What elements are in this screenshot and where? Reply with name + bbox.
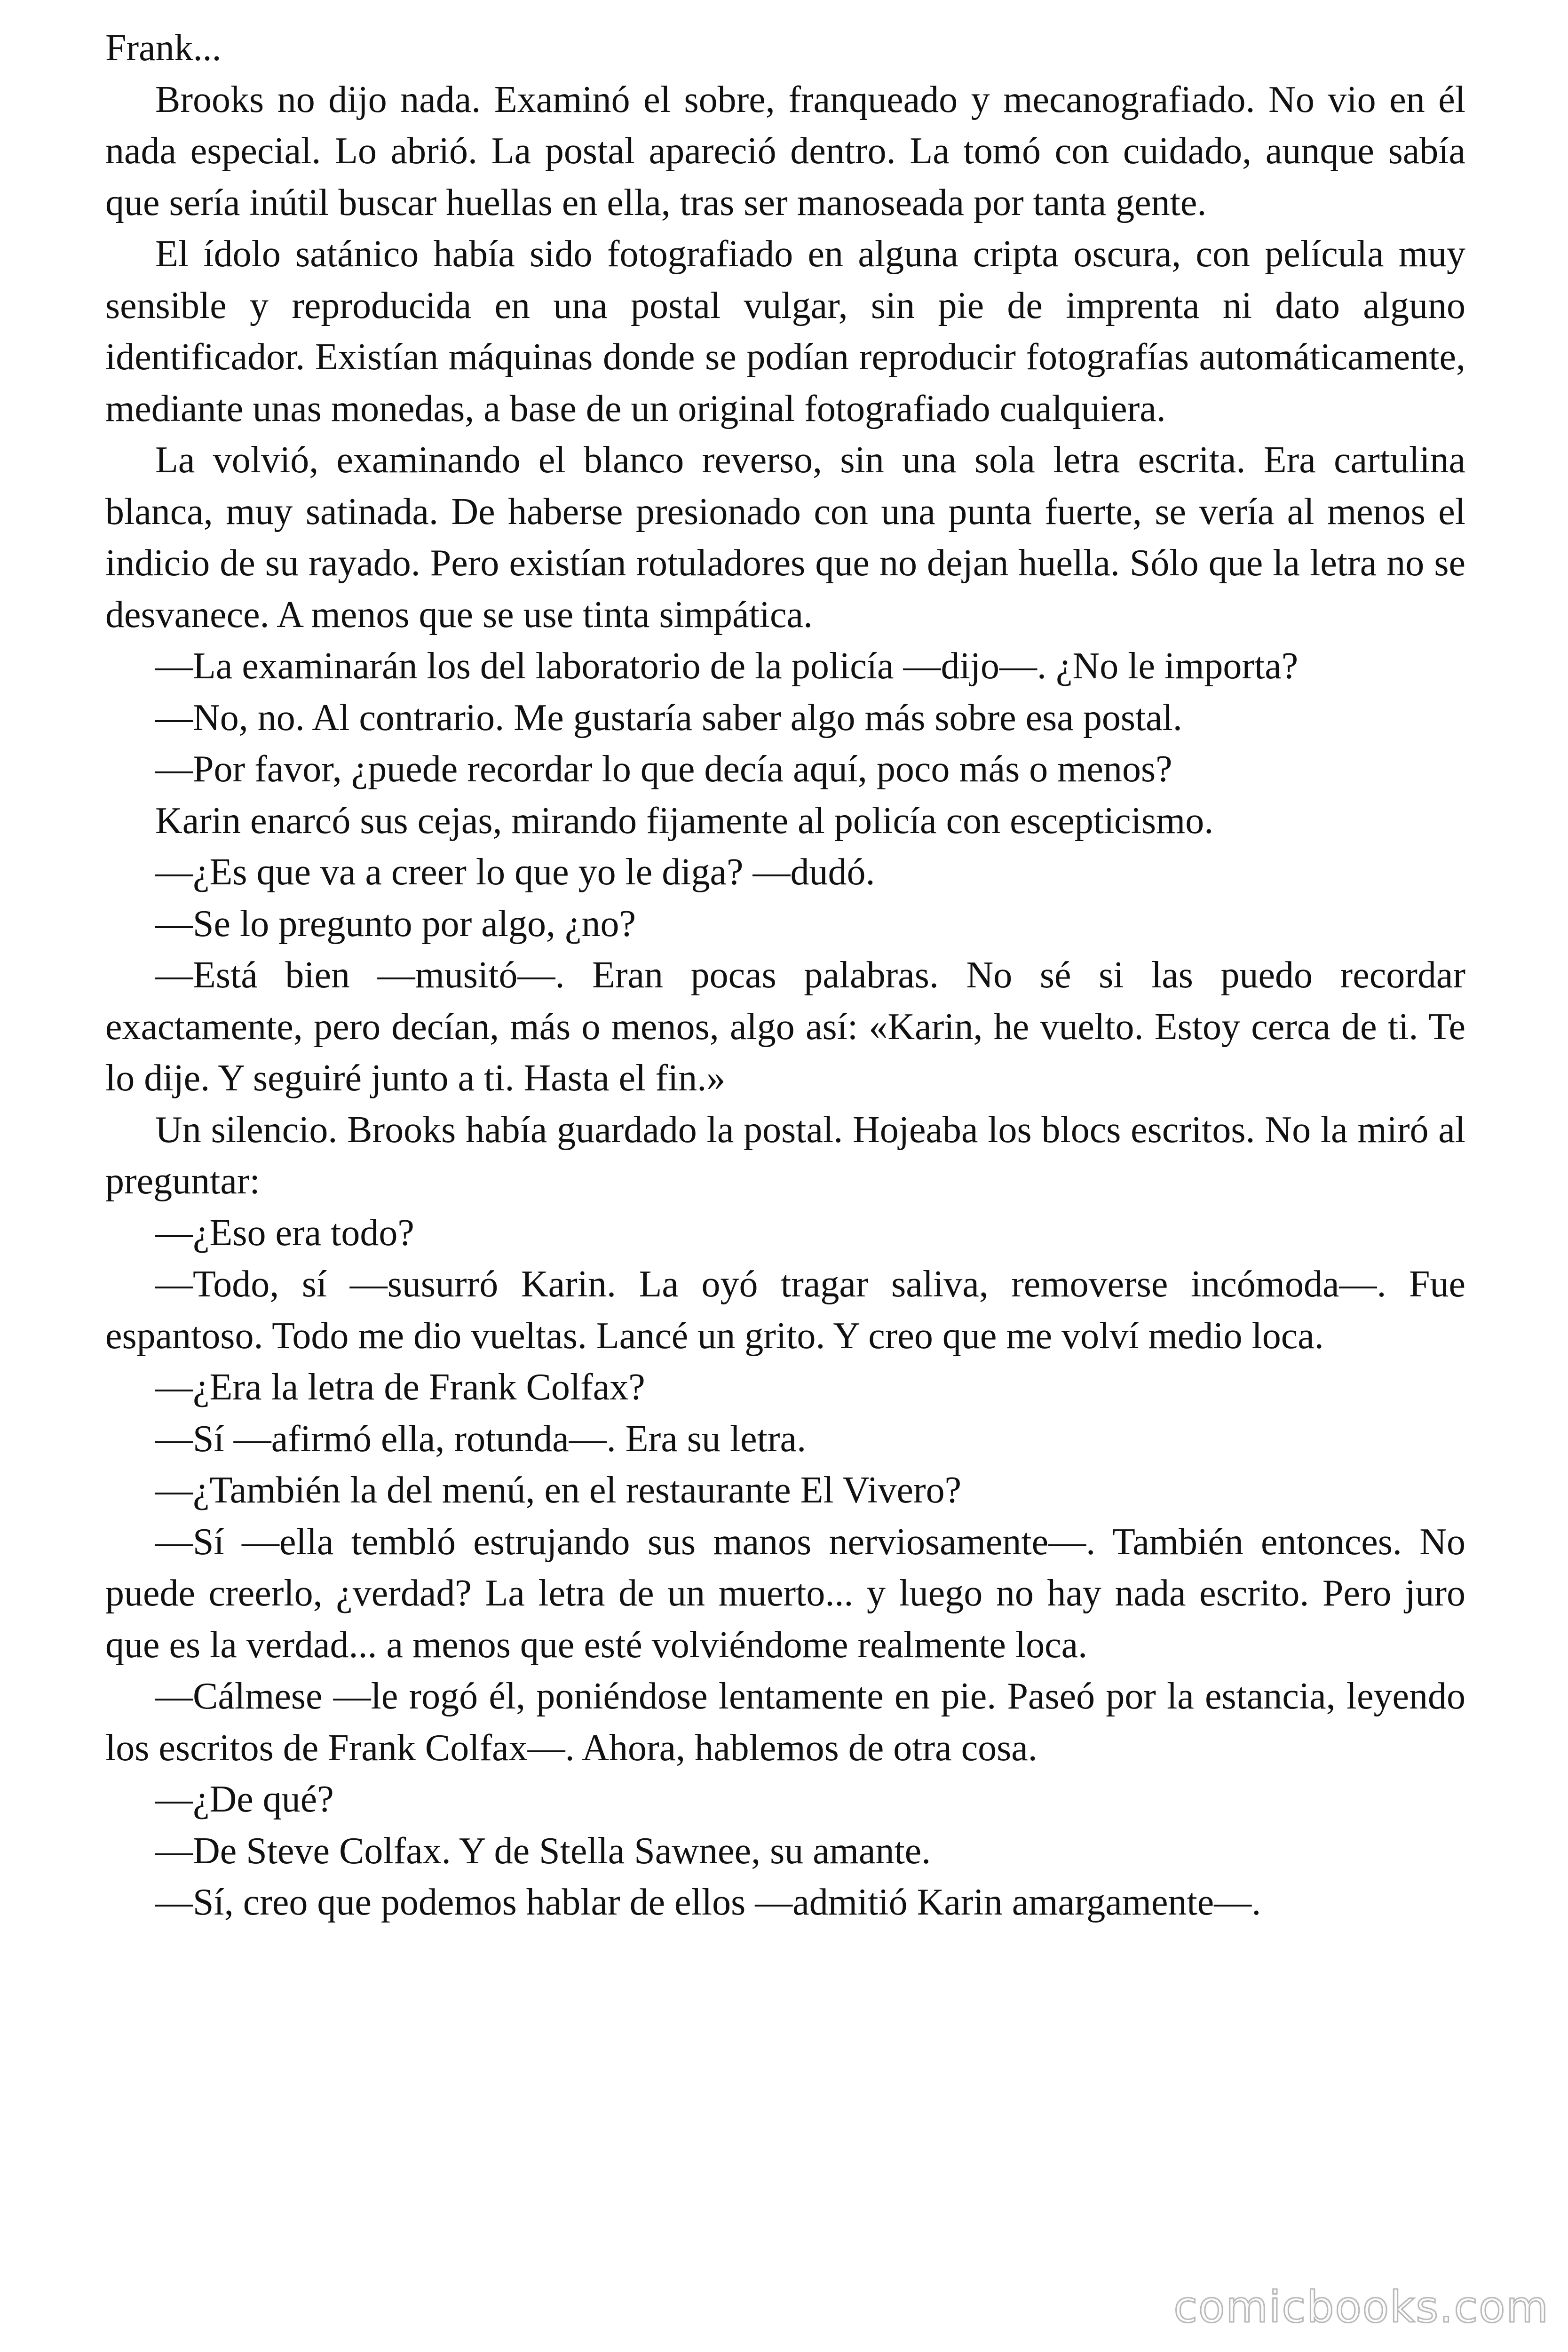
- paragraph: Karin enarcó sus cejas, mirando fijamente al policía con escepticismo.: [155, 800, 1214, 842]
- paragraph: —Sí —ella tembló estrujando sus manos nerviosamente—. También entonces. No puede creerlo, ¿verdad? La letra de un muerto... y luego no hay nada escrito. Pero juro que es la verdad... a menos que esté volviéndome realmente loca.: [105, 1521, 1465, 1666]
- paragraph: La volvió, examinando el blanco reverso, sin una sola letra escrita. Era cartulina blanca, muy satinada. De haberse presionado con una punta fuerte, se vería al menos el indicio de su rayado. Pero existían rotuladores que no dejan huella. Sólo que la letra no se desvanece. A menos que se use tinta simpática.: [105, 439, 1465, 636]
- paragraph: —No, no. Al contrario. Me gustaría saber algo más sobre esa postal.: [155, 697, 1182, 739]
- paragraph: —Por favor, ¿puede recordar lo que decía aquí, poco más o menos?: [155, 748, 1172, 790]
- paragraph: —¿Eso era todo?: [155, 1212, 414, 1254]
- paragraph: —Sí, creo que podemos hablar de ellos —admitió Karin amargamente—.: [155, 1882, 1261, 1923]
- paragraph: —¿De qué?: [155, 1779, 334, 1820]
- paragraph: —¿También la del menú, en el restaurante El Vivero?: [155, 1470, 962, 1511]
- document-page: [105, 23, 1465, 2318]
- paragraph: —Está bien —musitó—. Eran pocas palabras. No sé si las puedo recordar exactamente, pero decían, más o menos, algo así: «Karin, he vuelto. Estoy cerca de ti. Te lo dije. Y seguiré junto a ti. Hasta el fin.»: [105, 954, 1465, 1099]
- paragraph: —Se lo pregunto por algo, ¿no?: [155, 903, 636, 945]
- paragraph: —La examinarán los del laboratorio de la policía —dijo—. ¿No le importa?: [155, 645, 1299, 687]
- paragraph: —¿Era la letra de Frank Colfax?: [155, 1367, 645, 1408]
- paragraph: Un silencio. Brooks había guardado la postal. Hojeaba los blocs escritos. No la miró al preguntar:: [105, 1109, 1465, 1202]
- paragraph: —Cálmese —le rogó él, poniéndose lentamente en pie. Paseó por la estancia, leyendo los escritos de Frank Colfax—. Ahora, hablemos de otra cosa.: [105, 1676, 1465, 1769]
- watermark: comicbooks.com: [1173, 2281, 1549, 2332]
- paragraph: —De Steve Colfax. Y de Stella Sawnee, su amante.: [155, 1830, 931, 1872]
- paragraph: Frank...: [105, 27, 222, 69]
- paragraph: —¿Es que va a creer lo que yo le diga? —dudó.: [155, 851, 875, 893]
- paragraph: —Todo, sí —susurró Karin. La oyó tragar saliva, removerse incómoda—. Fue espantoso. Todo me dio vueltas. Lancé un grito. Y creo que me volví medio loca.: [105, 1263, 1465, 1357]
- paragraph: Brooks no dijo nada. Examinó el sobre, franqueado y mecanografiado. No vio en él nada especial. Lo abrió. La postal apareció dentro. La tomó con cuidado, aunque sabía que sería inútil buscar huellas en ella, tras ser manoseada por tanta gente.: [105, 79, 1465, 223]
- paragraph: El ídolo satánico había sido fotografiado en alguna cripta oscura, con película muy sensible y reproducida en una postal vulgar, sin pie de imprenta ni dato alguno identificador. Existían máquinas donde se podían reproducir fotografías automáticamente, mediante unas monedas, a base de un original fotografiado cualquiera.: [105, 233, 1465, 429]
- paragraph: —Sí —afirmó ella, rotunda—. Era su letra.: [155, 1418, 807, 1460]
